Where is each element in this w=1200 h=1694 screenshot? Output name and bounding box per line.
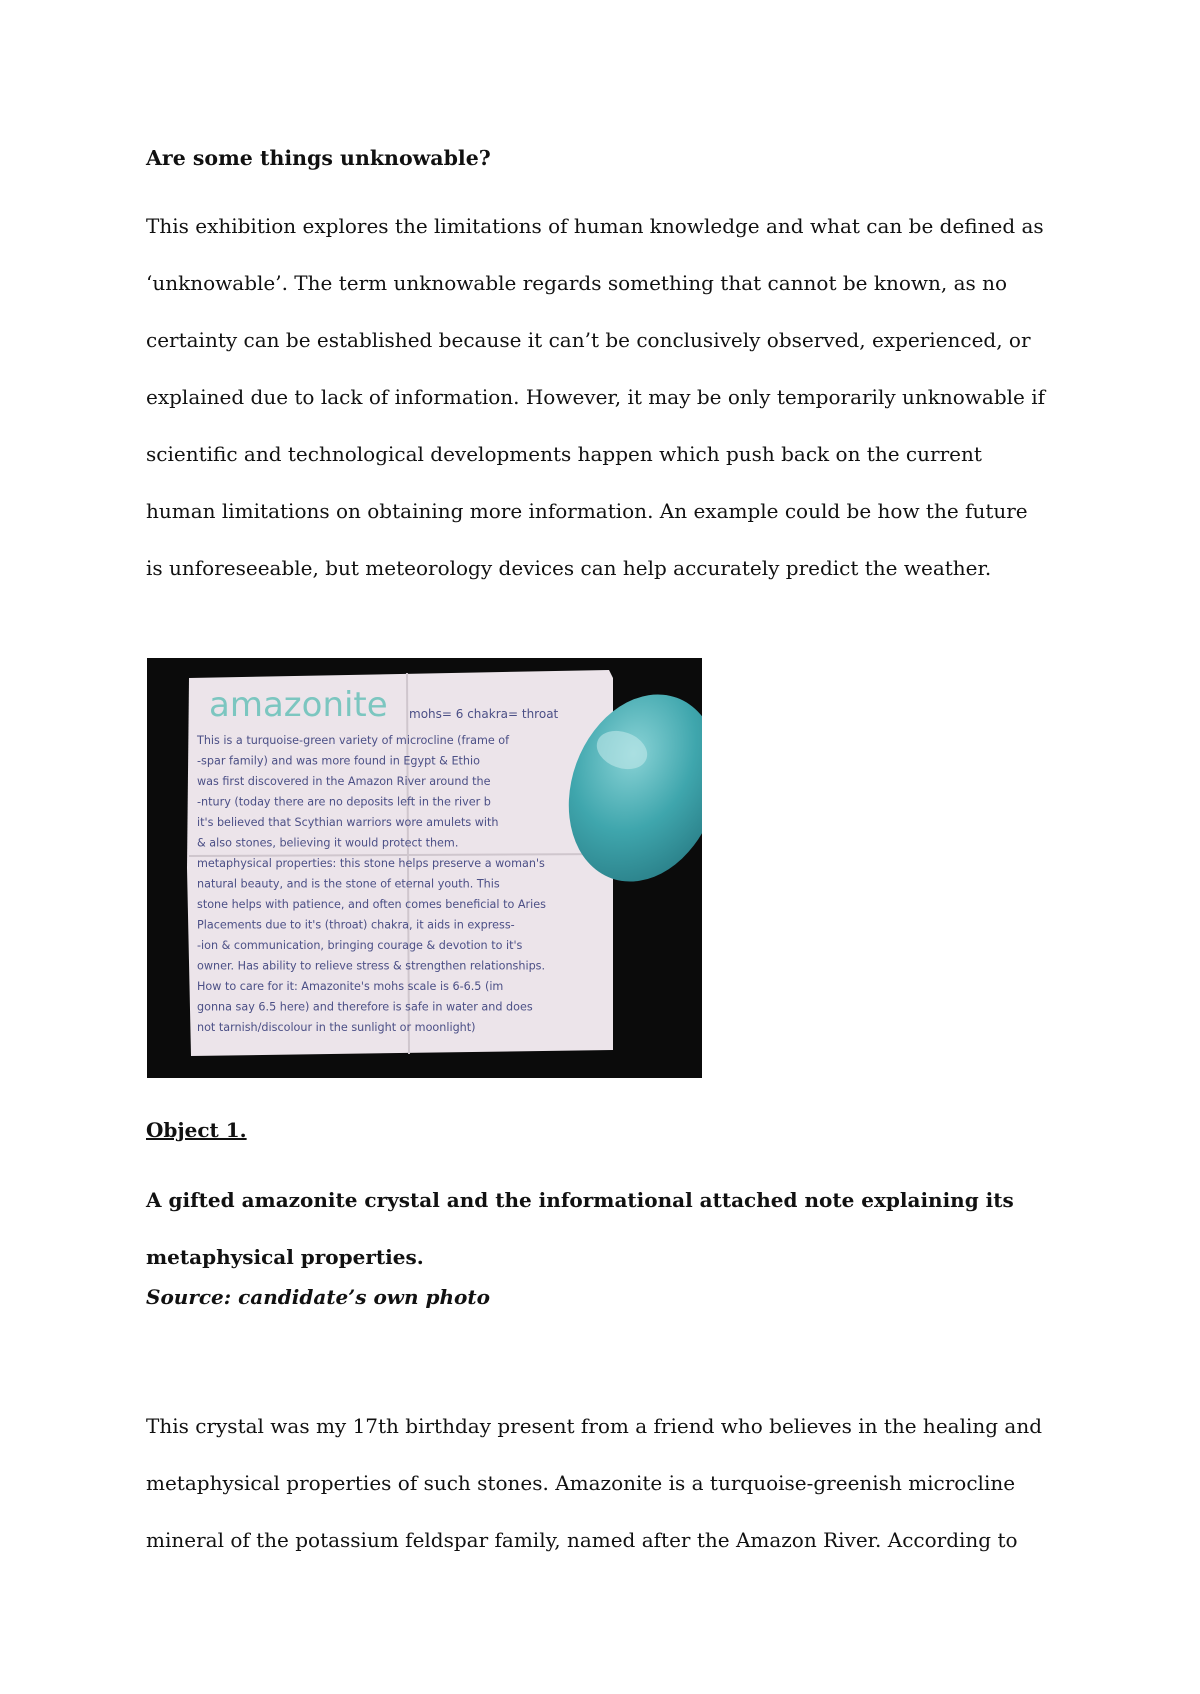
amazonite-note-photo bbox=[147, 658, 702, 1078]
intro-line: scientific and technological developments happen which push back on the current bbox=[146, 442, 982, 466]
document-title: Are some things unknowable? bbox=[146, 146, 491, 170]
body-line: mineral of the potassium feldspar family, named after the Amazon River. According to bbox=[146, 1528, 1018, 1552]
note-line: was first discovered in the Amazon River around the bbox=[197, 775, 491, 788]
note-line: -ntury (today there are no deposits left in the river b bbox=[197, 795, 491, 809]
intro-line: ‘unknowable’. The term unknowable regards something that cannot be known, as no bbox=[146, 271, 1008, 295]
note-line: This is a turquoise-green variety of microcline (frame of bbox=[197, 734, 510, 747]
note-line: it's believed that Scythian warriors wore amulets with bbox=[197, 816, 499, 829]
body-line: This crystal was my 17th birthday present from a friend who believes in the healing and bbox=[146, 1414, 1043, 1438]
object-description-line: metaphysical properties. bbox=[146, 1245, 424, 1269]
body-line: metaphysical properties of such stones. Amazonite is a turquoise-greenish microcline bbox=[146, 1471, 1016, 1495]
object-heading: Object 1. bbox=[146, 1118, 247, 1142]
note-line: Placements due to it's (throat) chakra, it aids in express- bbox=[197, 918, 515, 932]
note-line: not tarnish/discolour in the sunlight or moonlight) bbox=[197, 1021, 476, 1034]
note-line: & also stones, believing it would protect them. bbox=[197, 836, 459, 850]
note-line: -ion & communication, bringing courage & devotion to it's bbox=[197, 939, 523, 952]
note-line: metaphysical properties: this stone helps preserve a woman's bbox=[197, 857, 545, 870]
object-description-line: A gifted amazonite crystal and the informational attached note explaining its bbox=[146, 1188, 1014, 1212]
intro-line: human limitations on obtaining more information. An example could be how the future bbox=[146, 499, 1028, 523]
intro-paragraph bbox=[146, 198, 1086, 597]
intro-line: explained due to lack of information. However, it may be only temporarily unknowable if bbox=[146, 385, 1046, 409]
object-description bbox=[146, 1172, 1086, 1286]
intro-line: certainty can be established because it can’t be conclusively observed, experienced, or bbox=[146, 328, 1031, 352]
source-credit: Source: candidate’s own photo bbox=[146, 1285, 490, 1309]
object-photo bbox=[147, 658, 702, 1078]
intro-line: This exhibition explores the limitations of human knowledge and what can be defined as bbox=[146, 214, 1044, 238]
body-paragraph bbox=[146, 1398, 1086, 1569]
note-header: mohs= 6 chakra= throat bbox=[409, 707, 559, 721]
note-title: amazonite bbox=[209, 685, 388, 725]
note-line: gonna say 6.5 here) and therefore is safe in water and does bbox=[197, 1000, 533, 1014]
intro-line: is unforeseeable, but meteorology devices can help accurately predict the weather. bbox=[146, 556, 992, 580]
note-line: stone helps with patience, and often comes beneficial to Aries bbox=[197, 898, 546, 911]
note-line: -spar family) and was more found in Egypt & Ethio bbox=[197, 754, 480, 768]
note-line: How to care for it: Amazonite's mohs scale is 6-6.5 (im bbox=[197, 980, 504, 993]
note-line: natural beauty, and is the stone of eternal youth. This bbox=[197, 877, 500, 891]
note-line: owner. Has ability to relieve stress & strengthen relationships. bbox=[197, 959, 546, 973]
